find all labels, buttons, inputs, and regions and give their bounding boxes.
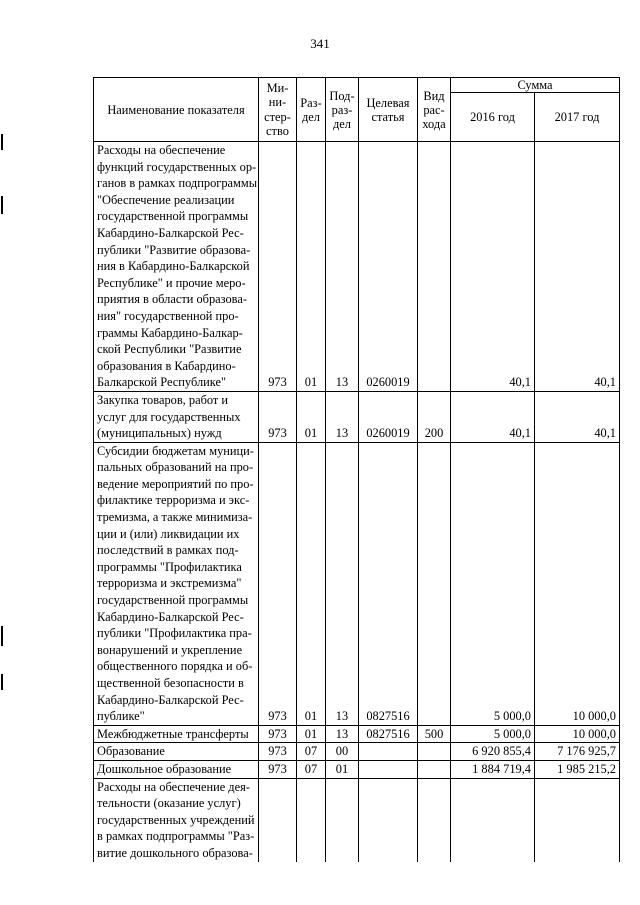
budget-table bbox=[93, 77, 620, 862]
cell-section: 01 bbox=[297, 442, 326, 725]
table-row bbox=[94, 743, 620, 761]
cell-name-line: государственных учреждений bbox=[97, 812, 255, 827]
cell-name-line: ния в Кабардино-Балкарской bbox=[97, 259, 250, 274]
cell-name-line: щественной безопасности в bbox=[97, 676, 244, 690]
cell-2017: 1 985 215,2 bbox=[535, 760, 620, 778]
cell-name-line: публике" bbox=[97, 709, 145, 724]
cell-section: 01 bbox=[297, 391, 326, 442]
cell-name-line: функций государственных ор- bbox=[97, 159, 257, 174]
cell-section: 01 bbox=[297, 725, 326, 743]
cell-expense-type bbox=[418, 778, 451, 861]
cell-2016: 5 000,0 bbox=[451, 725, 535, 743]
cell-name-line: терроризма и экстремизма" bbox=[97, 576, 242, 591]
table-row bbox=[94, 760, 620, 778]
cell-name-line: программы "Профилактика bbox=[97, 559, 242, 574]
cell-name-line: образования в Кабардино- bbox=[97, 358, 236, 373]
cell-name-line: Балкарской Республике" bbox=[97, 375, 227, 390]
cell-name-line: тельности (оказание услуг) bbox=[97, 796, 241, 811]
cell-name-line: последствий в рамках под- bbox=[97, 543, 239, 558]
cell-subsection bbox=[326, 778, 359, 861]
scan-mark bbox=[1, 626, 3, 646]
header-name: Наименование показателя bbox=[94, 78, 259, 142]
cell-name-line: Субсидии бюджетам муници- bbox=[97, 443, 254, 458]
cell-expense-type: 500 bbox=[418, 725, 451, 743]
cell-expense-type: 200 bbox=[418, 391, 451, 442]
cell-2016: 5 000,0 bbox=[451, 442, 535, 725]
cell-target: 0260019 bbox=[359, 142, 418, 392]
cell-name-line: Образование bbox=[97, 744, 165, 759]
cell-name-line: Расходы на обеспечение дея- bbox=[97, 779, 250, 794]
cell-ministry: 973 bbox=[259, 743, 297, 761]
cell-name-line: вонарушений и укрепление bbox=[97, 642, 243, 657]
cell-subsection: 13 bbox=[326, 442, 359, 725]
cell-name-line: Расходы на обеспечение bbox=[97, 143, 226, 157]
cell-name-line: общественного порядка и об- bbox=[97, 659, 253, 674]
cell-name-line: "Обеспечение реализации bbox=[97, 192, 235, 207]
cell-name-line: государственной программы bbox=[97, 593, 249, 608]
cell-subsection: 01 bbox=[326, 760, 359, 778]
cell-target bbox=[359, 760, 418, 778]
cell-name-line: Межбюджетные трансферты bbox=[97, 726, 249, 741]
header-ministry: Ми- ни- стер- ство bbox=[259, 78, 297, 142]
cell-name-line: ганов в рамках подпрограммы bbox=[97, 176, 258, 191]
cell-name-line: (муниципальных) нужд bbox=[97, 426, 222, 441]
cell-name-line: приятия в области образова- bbox=[97, 292, 247, 307]
cell-expense-type bbox=[418, 743, 451, 761]
cell-2017: 40,1 bbox=[535, 142, 620, 392]
cell-ministry: 973 bbox=[259, 760, 297, 778]
cell-name-line: пальных образований на про- bbox=[97, 460, 254, 475]
cell-target: 0827516 bbox=[359, 725, 418, 743]
cell-2017: 40,1 bbox=[535, 391, 620, 442]
header-expense-type: Вид рас- хода bbox=[418, 78, 451, 142]
cell-name bbox=[94, 725, 259, 743]
cell-section: 07 bbox=[297, 760, 326, 778]
cell-target bbox=[359, 743, 418, 761]
cell-expense-type bbox=[418, 442, 451, 725]
header-year-2017: 2017 год bbox=[535, 93, 620, 142]
cell-name bbox=[94, 760, 259, 778]
cell-2016 bbox=[451, 778, 535, 861]
cell-name bbox=[94, 778, 259, 861]
cell-subsection: 13 bbox=[326, 142, 359, 392]
scan-mark bbox=[1, 674, 3, 690]
cell-section bbox=[297, 778, 326, 861]
cell-name-line: граммы Кабардино-Балкар- bbox=[97, 325, 243, 340]
header-target: Целевая статья bbox=[359, 78, 418, 142]
cell-name-line: Закупка товаров, работ и bbox=[97, 392, 229, 407]
cell-name bbox=[94, 391, 259, 442]
header-year-2016: 2016 год bbox=[451, 93, 535, 142]
cell-section: 01 bbox=[297, 142, 326, 392]
cell-ministry: 973 bbox=[259, 442, 297, 725]
cell-2017: 10 000,0 bbox=[535, 442, 620, 725]
cell-subsection: 00 bbox=[326, 743, 359, 761]
cell-ministry: 973 bbox=[259, 391, 297, 442]
cell-target bbox=[359, 778, 418, 861]
cell-name-line: тремизма, а также минимиза- bbox=[97, 510, 253, 525]
cell-ministry: 973 bbox=[259, 725, 297, 743]
cell-name-line: филактике терроризма и экс- bbox=[97, 493, 250, 508]
table-row bbox=[94, 778, 620, 861]
table-row bbox=[94, 142, 620, 392]
cell-name bbox=[94, 743, 259, 761]
cell-name-line: в рамках подпрограммы "Раз- bbox=[97, 829, 255, 844]
cell-name-line: ведение мероприятий по про- bbox=[97, 476, 254, 491]
cell-ministry: 973 bbox=[259, 142, 297, 392]
cell-2016: 40,1 bbox=[451, 391, 535, 442]
table-row bbox=[94, 725, 620, 743]
cell-2017: 10 000,0 bbox=[535, 725, 620, 743]
cell-name-line: ской Республики "Развитие bbox=[97, 342, 242, 357]
cell-name-line: Кабардино-Балкарской Рес- bbox=[97, 609, 244, 624]
cell-name-line: Кабардино-Балкарской Рес- bbox=[97, 225, 244, 240]
cell-name-line: государственной программы bbox=[97, 209, 249, 224]
cell-name-line: услуг для государственных bbox=[97, 409, 241, 424]
page-number: 341 bbox=[310, 36, 330, 51]
cell-name-line: ции и (или) ликвидации их bbox=[97, 526, 240, 541]
cell-subsection: 13 bbox=[326, 725, 359, 743]
cell-name-line: публики "Развитие образова- bbox=[97, 242, 251, 257]
scan-mark bbox=[1, 196, 3, 214]
cell-expense-type bbox=[418, 760, 451, 778]
scan-mark bbox=[1, 134, 3, 150]
cell-2016: 6 920 855,4 bbox=[451, 743, 535, 761]
table-row bbox=[94, 391, 620, 442]
cell-expense-type bbox=[418, 142, 451, 392]
cell-subsection: 13 bbox=[326, 391, 359, 442]
cell-name-line: витие дошкольного образова- bbox=[97, 845, 253, 860]
cell-name-line: Республике" и прочие меро- bbox=[97, 275, 246, 290]
header-subsection: Под- раз- дел bbox=[326, 78, 359, 142]
cell-name-line: Кабардино-Балкарской Рес- bbox=[97, 692, 244, 707]
cell-target: 0827516 bbox=[359, 442, 418, 725]
cell-name-line: ния" государственной про- bbox=[97, 308, 239, 323]
cell-2017: 7 176 925,7 bbox=[535, 743, 620, 761]
header-section: Раз- дел bbox=[297, 78, 326, 142]
cell-section: 07 bbox=[297, 743, 326, 761]
cell-ministry bbox=[259, 778, 297, 861]
cell-name-line: публики "Профилактика пра- bbox=[97, 626, 252, 641]
cell-name bbox=[94, 442, 259, 725]
cell-2017 bbox=[535, 778, 620, 861]
cell-2016: 1 884 719,4 bbox=[451, 760, 535, 778]
cell-name bbox=[94, 142, 259, 392]
table-row bbox=[94, 442, 620, 725]
cell-2016: 40,1 bbox=[451, 142, 535, 392]
cell-name-line: Дошкольное образование bbox=[97, 761, 232, 776]
cell-target: 0260019 bbox=[359, 391, 418, 442]
header-sum: Сумма bbox=[451, 78, 620, 93]
